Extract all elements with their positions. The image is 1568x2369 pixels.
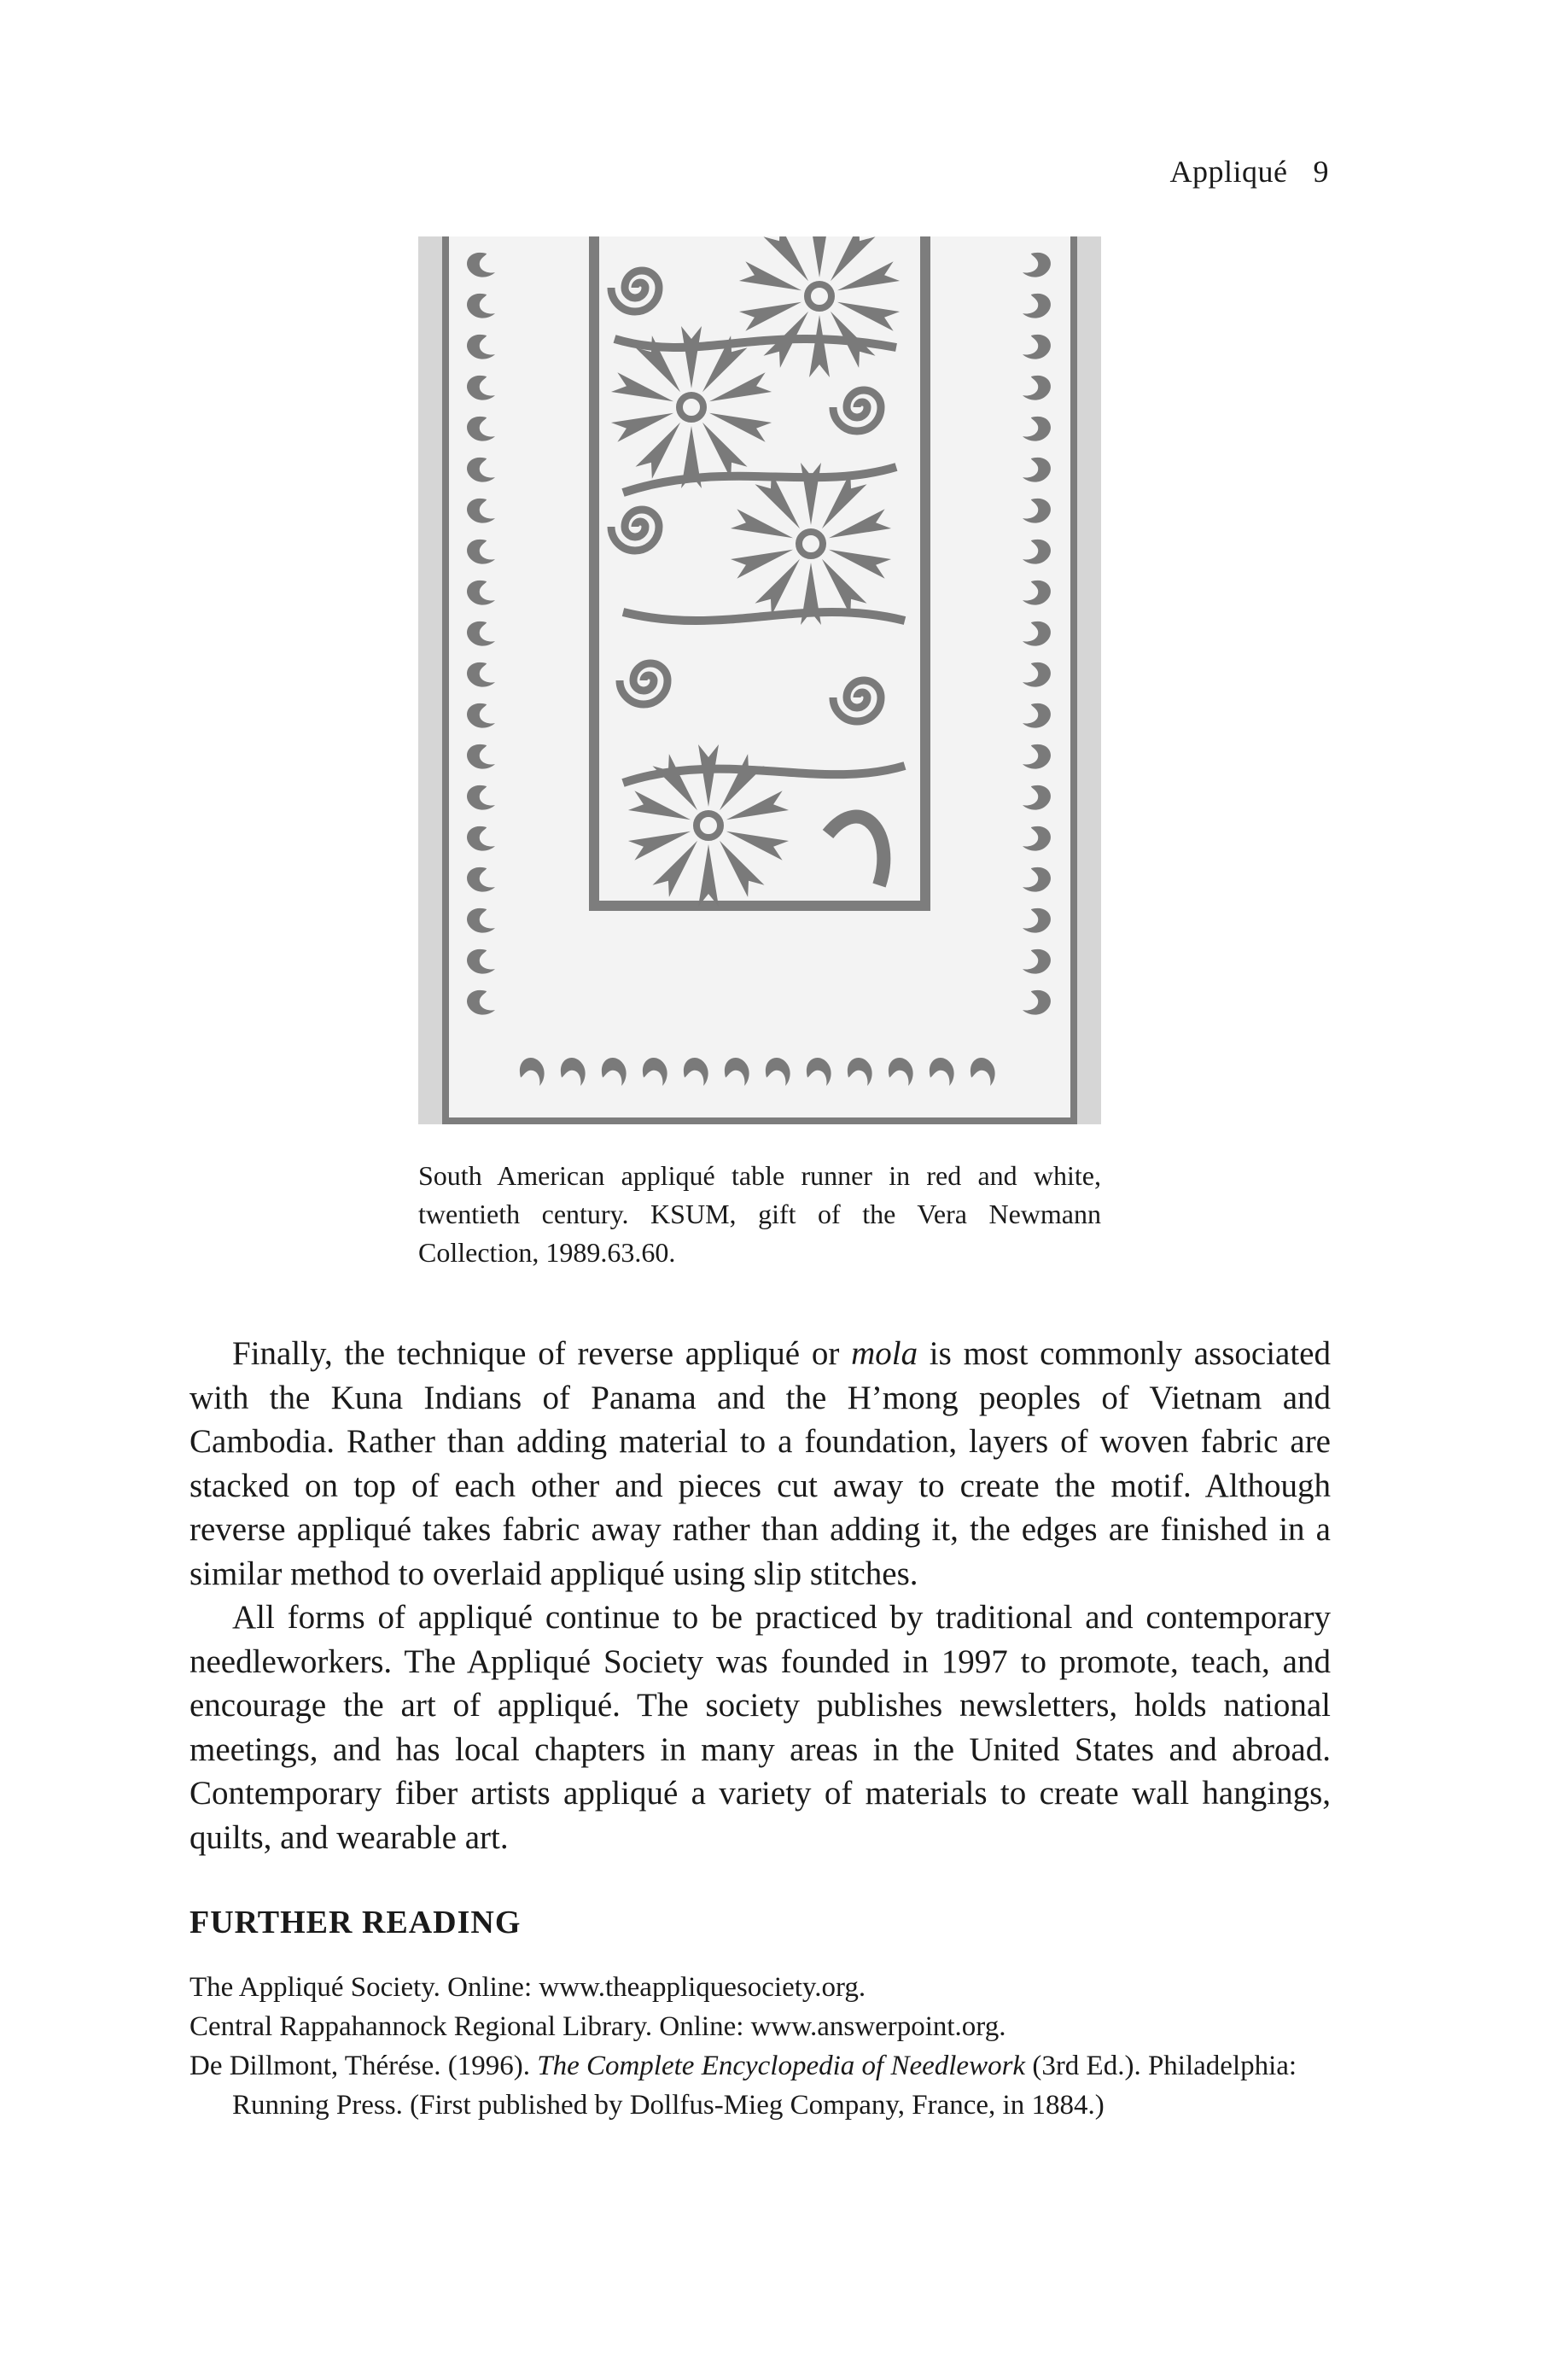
reference-item: Central Rappahannock Regional Library. Online: www.answerpoint.org. [189, 2011, 1006, 2042]
page-number: 9 [1313, 155, 1329, 189]
caption-line: twentieth century. KSUM, gift of the Vera Newmann [418, 1199, 1101, 1229]
applique-table-runner-image [418, 236, 1101, 1124]
body-text [189, 1332, 1331, 1859]
paragraph-text: Finally, the technique of reverse appliqué or [232, 1335, 852, 1372]
caption-line: Collection, 1989.63.60. [418, 1237, 676, 1268]
caption-line: South American appliqué table runner in red and white, [418, 1160, 1101, 1191]
reference-details: (3rd Ed.). Philadelphia: Running Press. (First published by Dollfus-Mieg Company, France, in 1884.) [232, 2051, 1297, 2121]
section-heading: FURTHER READING [189, 1905, 522, 1940]
paragraph [189, 1332, 1331, 1596]
running-head [1170, 154, 1329, 190]
italic-term: mola [851, 1335, 918, 1372]
reference-item: The Appliqué Society. Online: www.theappliquesociety.org. [189, 1972, 866, 2003]
running-head-section: Appliqué [1169, 155, 1288, 189]
reference-list [189, 1968, 1331, 2125]
table-runner-illustration [418, 236, 1101, 1124]
paragraph-text: is most commonly associated with the Kuna Indians of Panama and the H’mong peoples of Vietnam and Cambodia. Rather than adding material to a foundation, layers of woven fabric are stacked on top of each other and pieces cut away to create the motif. Although reverse appliqué takes fabric away rather than adding it, the edges are finished in a similar method to overlaid appliqué using slip stitches. [189, 1335, 1331, 1592]
reference-author: De Dillmont, Thérése. (1996). [189, 2051, 538, 2081]
reference-item [189, 2046, 1331, 2125]
reference-title: The Complete Encyclopedia of Needlework [537, 2051, 1026, 2081]
figure-caption [418, 1157, 1101, 1272]
paragraph: All forms of appliqué continue to be practiced by traditional and contemporary needleworkers. The Appliqué Society was founded in 1997 to promote, teach, and encourage the art of appliqué. The society publishes newsletters, holds national meetings, and has local chapters in many areas in the United States and abroad. Contemporary fiber artists appliqué a variety of materials to create wall hangings, quilts, and wearable art. [189, 1599, 1331, 1856]
